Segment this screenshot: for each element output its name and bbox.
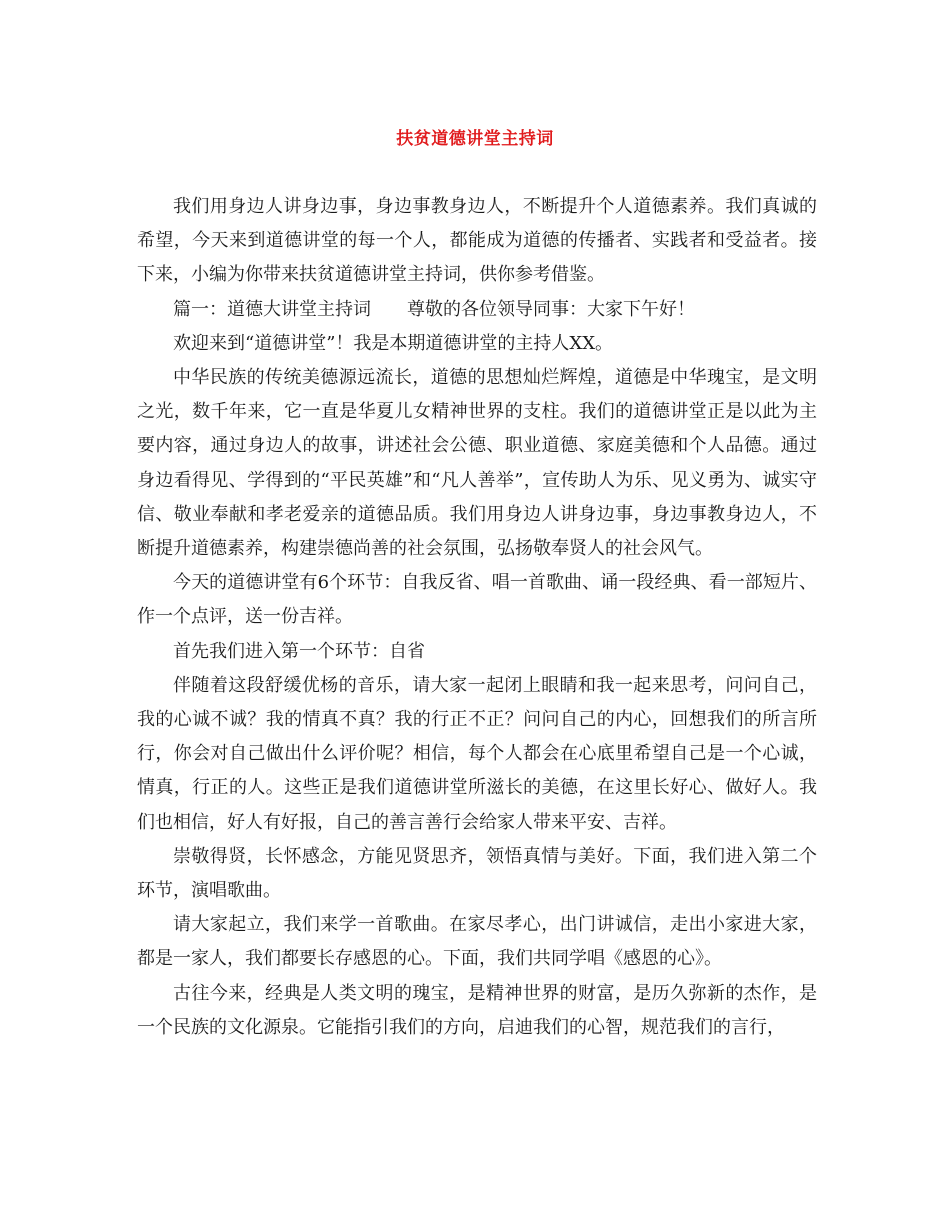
paragraph: 我们用身边人讲身边事，身边事教身边人，不断提升个人道德素养。我们真诚的希望，今天来到道德讲堂的每一个人，都能成为道德的传播者、实践者和受益者。接下来，小编为你带来扶贫道德讲堂主持词，供你参考借鉴。	[137, 196, 817, 286]
paragraph: 崇敬得贤，长怀感念，方能见贤思齐，领悟真情与美好。下面，我们进入第二个环节，演唱歌曲。	[137, 845, 817, 902]
paragraph: 伴随着这段舒缓优杨的音乐，请大家一起闭上眼睛和我一起来思考，问问自己，我的心诚不诚？我的情真不真？我的行正不正？问问自己的内心，回想我们的所言所行，你会对自己做出什么评价呢？相信，每个人都会在心底里希望自己是一个心诚，情真，行正的人。这些正是我们道德讲堂所滋长的美德，在这里长好心、做好人。我们也相信，好人有好报，自己的善言善行会给家人带来平安、吉祥。	[137, 674, 817, 833]
document-body	[137, 190, 817, 1045]
paragraph: 请大家起立，我们来学一首歌曲。在家尽孝心，出门讲诚信，走出小家进大家，都是一家人，我们都要长存感恩的心。下面，我们共同学唱《感恩的心》。	[137, 914, 817, 970]
paragraph: 欢迎来到“道德讲堂”！我是本期道德讲堂的主持人XX。	[173, 332, 614, 354]
paragraph: 古往今来，经典是人类文明的瑰宝，是精神世界的财富，是历久弥新的杰作，是一个民族的文化源泉。它能指引我们的方向，启迪我们的心智，规范我们的言行，	[137, 982, 817, 1038]
paragraph: 首先我们进入第一个环节：自省	[173, 640, 425, 662]
paragraph: 中华民族的传统美德源远流长，道德的思想灿烂辉煌，道德是中华瑰宝，是文明之光，数千年来，它一直是华夏儿女精神世界的支柱。我们的道德讲堂正是以此为主要内容，通过身边人的故事，讲述社会公德、职业道德、家庭美德和个人品德。通过身边看得见、学得到的“平民英雄”和“凡人善举”，宣传助人为乐、见义勇为、诚实守信、敬业奉献和孝老爱亲的道德品质。我们用身边人讲身边事，身边事教身边人，不断提升道德素养，构建崇德尚善的社会氛围，弘扬敬奉贤人的社会风气。	[137, 367, 817, 560]
paragraph: 篇一：道德大讲堂主持词 尊敬的各位领导同事：大家下午好！	[173, 298, 695, 320]
paragraph: 今天的道德讲堂有6个环节：自我反省、唱一首歌曲、诵一段经典、看一部短片、作一个点评，送一份吉祥。	[137, 572, 817, 628]
document-title: 扶贫道德讲堂主持词	[396, 129, 554, 149]
